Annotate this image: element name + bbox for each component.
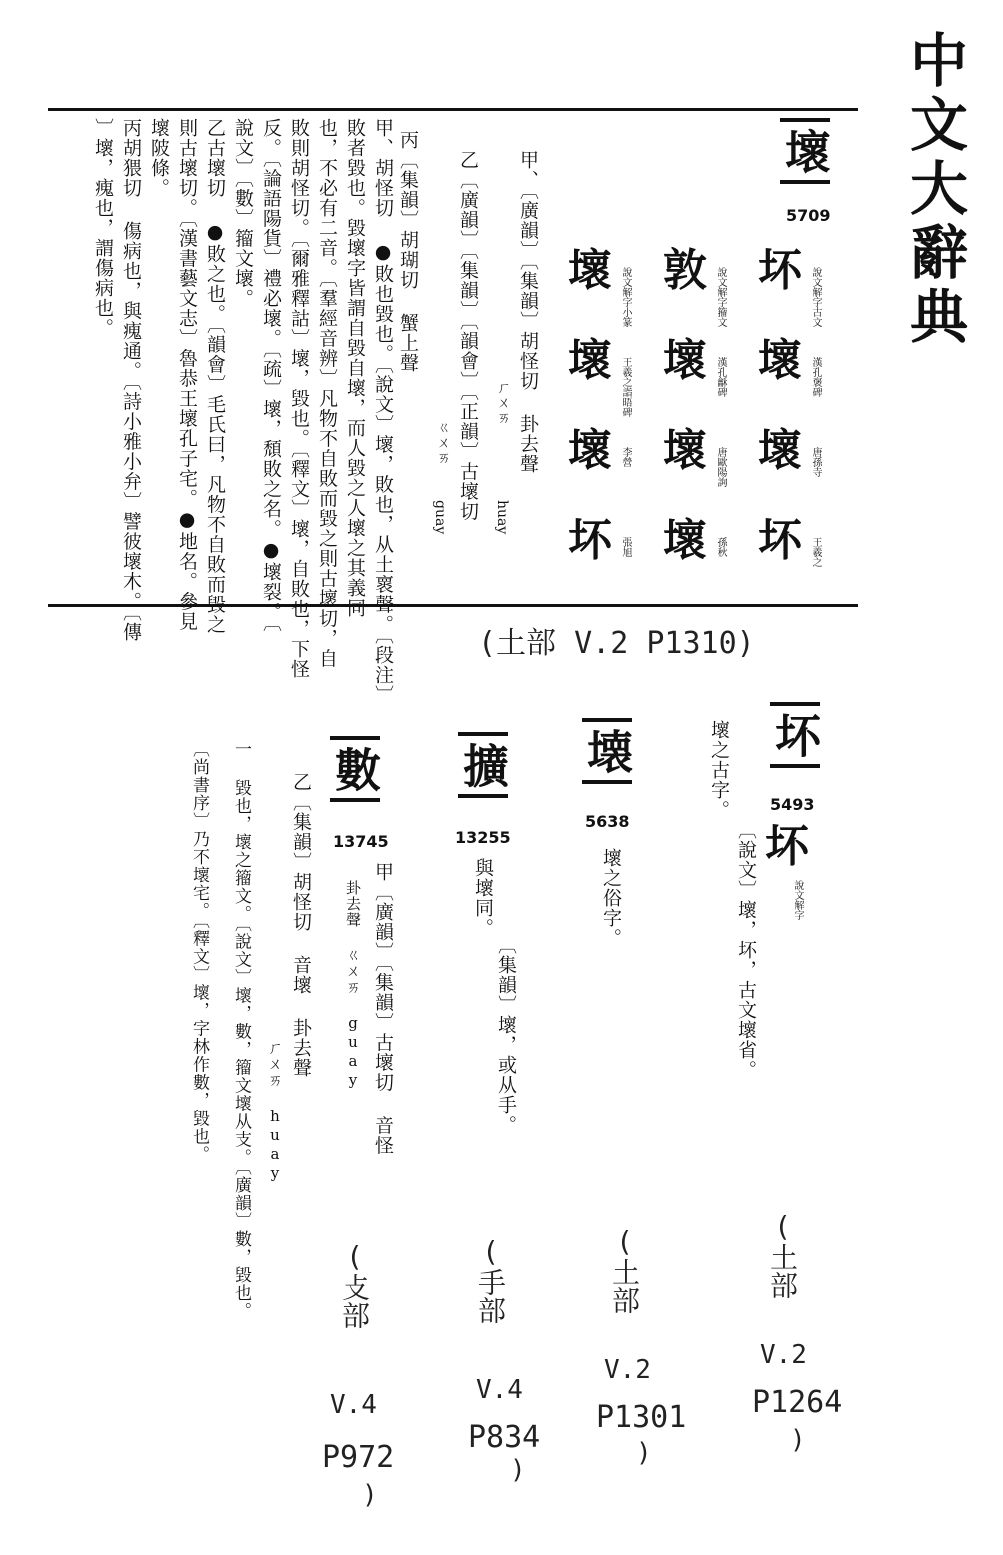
entry-13745-line: ㄏㄨㄞ huay <box>266 1040 284 1183</box>
entry-5493-handwritten-volume: V.2 <box>760 1340 807 1370</box>
romanization-b: guay <box>432 500 448 535</box>
entry-13745-handwritten-section: (攴部 <box>338 1240 371 1329</box>
entry-13745-line: 甲〔廣韻〕〔集韻〕古壞切 音怪 <box>372 862 394 1156</box>
entry-13745-line: 〔尚書序〕乃不壞宅。〔釋文〕壞，字林作數，毀也。 <box>189 740 209 1164</box>
def-line: 敗則胡怪切。〔爾雅釋詁〕壞，毀也。〔釋文〕壞，自敗也，下怪 <box>288 118 310 679</box>
entry-5638-handwritten-close: ) <box>636 1438 652 1468</box>
entry-13255-head-char: 擴 <box>458 732 508 798</box>
entry-5493-variant-caption: 說文解字 <box>792 880 803 920</box>
variant-glyph: 壞 <box>758 335 802 386</box>
entry-5493-handwritten-page: P1264 <box>752 1385 843 1420</box>
variant-caption: 唐歐陽詢 <box>715 447 726 487</box>
variant-glyph-cell <box>750 425 845 515</box>
entry-5493-number: 5493 <box>770 795 815 814</box>
variant-glyph: 壞 <box>663 425 707 476</box>
variant-glyph-cell <box>750 515 845 605</box>
entry-5493-handwritten-close: ) <box>790 1425 806 1455</box>
entry-13255-line: 與壞同。 <box>472 858 494 938</box>
variant-glyph-cell <box>560 515 655 605</box>
variant-glyph-cell <box>655 245 750 335</box>
entry-13745-handwritten-page: P972 <box>322 1440 395 1475</box>
entry-13745-line: 一 毀也，壞之籀文。〔說文〕壞，數，籀文壞从支。〔廣韻〕數，毀也。 <box>231 740 251 1320</box>
def-line: 則古壞切。〔漢書藝文志〕魯恭王壞孔子宅。●地名。參見 <box>176 118 198 632</box>
entry-13745-handwritten-volume: V.4 <box>330 1390 377 1420</box>
entry-5638-head-char: 壊 <box>582 718 632 784</box>
entry-13745-handwritten-close: ) <box>362 1480 378 1510</box>
variant-glyph: 壞 <box>568 335 612 386</box>
variant-caption: 說文解字籀文 <box>715 267 726 327</box>
variant-glyph: 坏 <box>758 515 802 566</box>
entry-5493-line: 壞之古字。 <box>708 720 730 820</box>
variant-glyph-cell <box>655 425 750 515</box>
pron-line-a: 甲、〔廣韻〕〔集韻〕胡怪切 卦去聲 <box>517 150 539 474</box>
def-line: 甲、胡怪切 ●敗也毀也。〔說文〕壞，敗也，从土褱聲。〔段注〕 <box>372 118 394 705</box>
entry-13255-line: 〔集韻〕壞，或从手。 <box>495 935 517 1135</box>
def-line: 反。〔論語陽貨〕禮必壞。〔疏〕壞，頹敗之名。●壞裂。〔 <box>260 118 282 633</box>
variant-glyph: 壞 <box>568 425 612 476</box>
entry-5638-line: 壞之俗字。 <box>600 848 622 948</box>
entry-13745-number: 13745 <box>333 832 389 851</box>
variant-caption: 漢孔龢碑 <box>715 357 726 397</box>
def-line: 乙古壞切 ●敗之也。〔韻會〕毛氏曰，凡物不自敗而毀之 <box>204 118 226 635</box>
variant-caption: 孫秋 <box>715 537 726 557</box>
variant-glyph: 壞 <box>758 425 802 476</box>
entry-13255-number: 13255 <box>455 828 511 847</box>
def-line: 敗者毀也。毀壞字皆謂自毀自壞，而人毀之人壞之其義同 <box>344 118 366 618</box>
book-title: 中文大辭典 <box>900 30 968 350</box>
variant-glyph: 壞 <box>663 335 707 386</box>
variant-caption: 說文解字古文 <box>810 267 821 327</box>
def-line: 也，不必有二音。〔羣經音辨〕凡物不自敗而毀之則古壞切，自 <box>316 118 338 669</box>
entry-5638-handwritten-section: (土部 <box>608 1225 641 1314</box>
variant-glyph-cell <box>560 425 655 515</box>
variant-glyph-cell <box>655 515 750 605</box>
variant-glyph-cell <box>560 245 655 335</box>
variant-caption: 王羲之詣晤碑 <box>620 357 631 417</box>
entry-13255-handwritten-volume: V.4 <box>476 1375 523 1405</box>
top-entry-top-rule <box>48 108 858 111</box>
entry-13255-handwritten-section: (手部 <box>474 1235 507 1324</box>
variant-glyph-grid <box>560 245 845 605</box>
entry-5493-head-char: 坏 <box>770 702 820 768</box>
variant-glyph-cell <box>560 335 655 425</box>
top-entry-number: 5709 <box>786 206 831 225</box>
top-entry-head-char: 壞 <box>780 118 830 184</box>
def-line: 壞陂條。 <box>148 118 170 198</box>
variant-glyph: 壞 <box>568 245 612 296</box>
bopomofo-a: ㄏㄨㄞ <box>495 380 511 425</box>
variant-glyph: 坏 <box>568 515 612 566</box>
romanization-a: huay <box>494 500 510 535</box>
entry-5638-number: 5638 <box>585 812 630 831</box>
variant-glyph: 坏 <box>758 245 802 296</box>
def-line: 說文〕〔數〕籀文壞。 <box>232 118 254 309</box>
variant-caption: 說文解字小篆 <box>620 267 631 327</box>
variant-caption: 王羲之 <box>810 537 821 567</box>
entry-13745-line: 卦去聲 ㄍㄨㄞ guay <box>344 880 362 1090</box>
variant-caption: 李營 <box>620 447 631 467</box>
variant-caption: 漢孔褒碑 <box>810 357 821 397</box>
variant-glyph-cell <box>750 245 845 335</box>
variant-glyph-cell <box>750 335 845 425</box>
entry-5638-handwritten-page: P1301 <box>596 1400 687 1435</box>
entry-5493-line: 〔說文〕壞，坏，古文壞省。 <box>735 820 757 1080</box>
entry-13255-handwritten-page: P834 <box>468 1420 541 1455</box>
entry-13745-head-char: 數 <box>330 736 380 802</box>
handwritten-ref-top: (土部 V.2 P1310) <box>478 626 755 661</box>
pron-line-b: 乙〔廣韻〕〔集韻〕〔韻會〕〔正韻〕古壞切 <box>457 150 479 522</box>
entry-5493-handwritten-section: (土部 <box>766 1210 799 1299</box>
entry-5493-variant-glyph: 坏 <box>765 821 809 872</box>
def-line: 〕壞，瘣也，謂傷病也。 <box>92 118 114 338</box>
variant-glyph: 敦 <box>663 245 707 296</box>
variant-caption: 張旭 <box>620 537 631 557</box>
bopomofo-b: ㄍㄨㄞ <box>435 420 451 465</box>
entry-5638-handwritten-volume: V.2 <box>604 1355 651 1385</box>
entry-13745-line: 乙〔集韻〕胡怪切 音壞 卦去聲 <box>290 772 312 1078</box>
pron-line-c: 丙〔集韻〕胡瑚切 蟹上聲 <box>397 130 419 373</box>
entry-13255-handwritten-close: ) <box>510 1455 526 1485</box>
def-line: 丙胡猥切 傷病也，與瘣通。〔詩小雅小弁〕譬彼壞木。〔傳 <box>120 118 142 642</box>
variant-glyph: 壞 <box>663 515 707 566</box>
variant-glyph-cell <box>655 335 750 425</box>
variant-caption: 唐孫寺 <box>810 447 821 477</box>
